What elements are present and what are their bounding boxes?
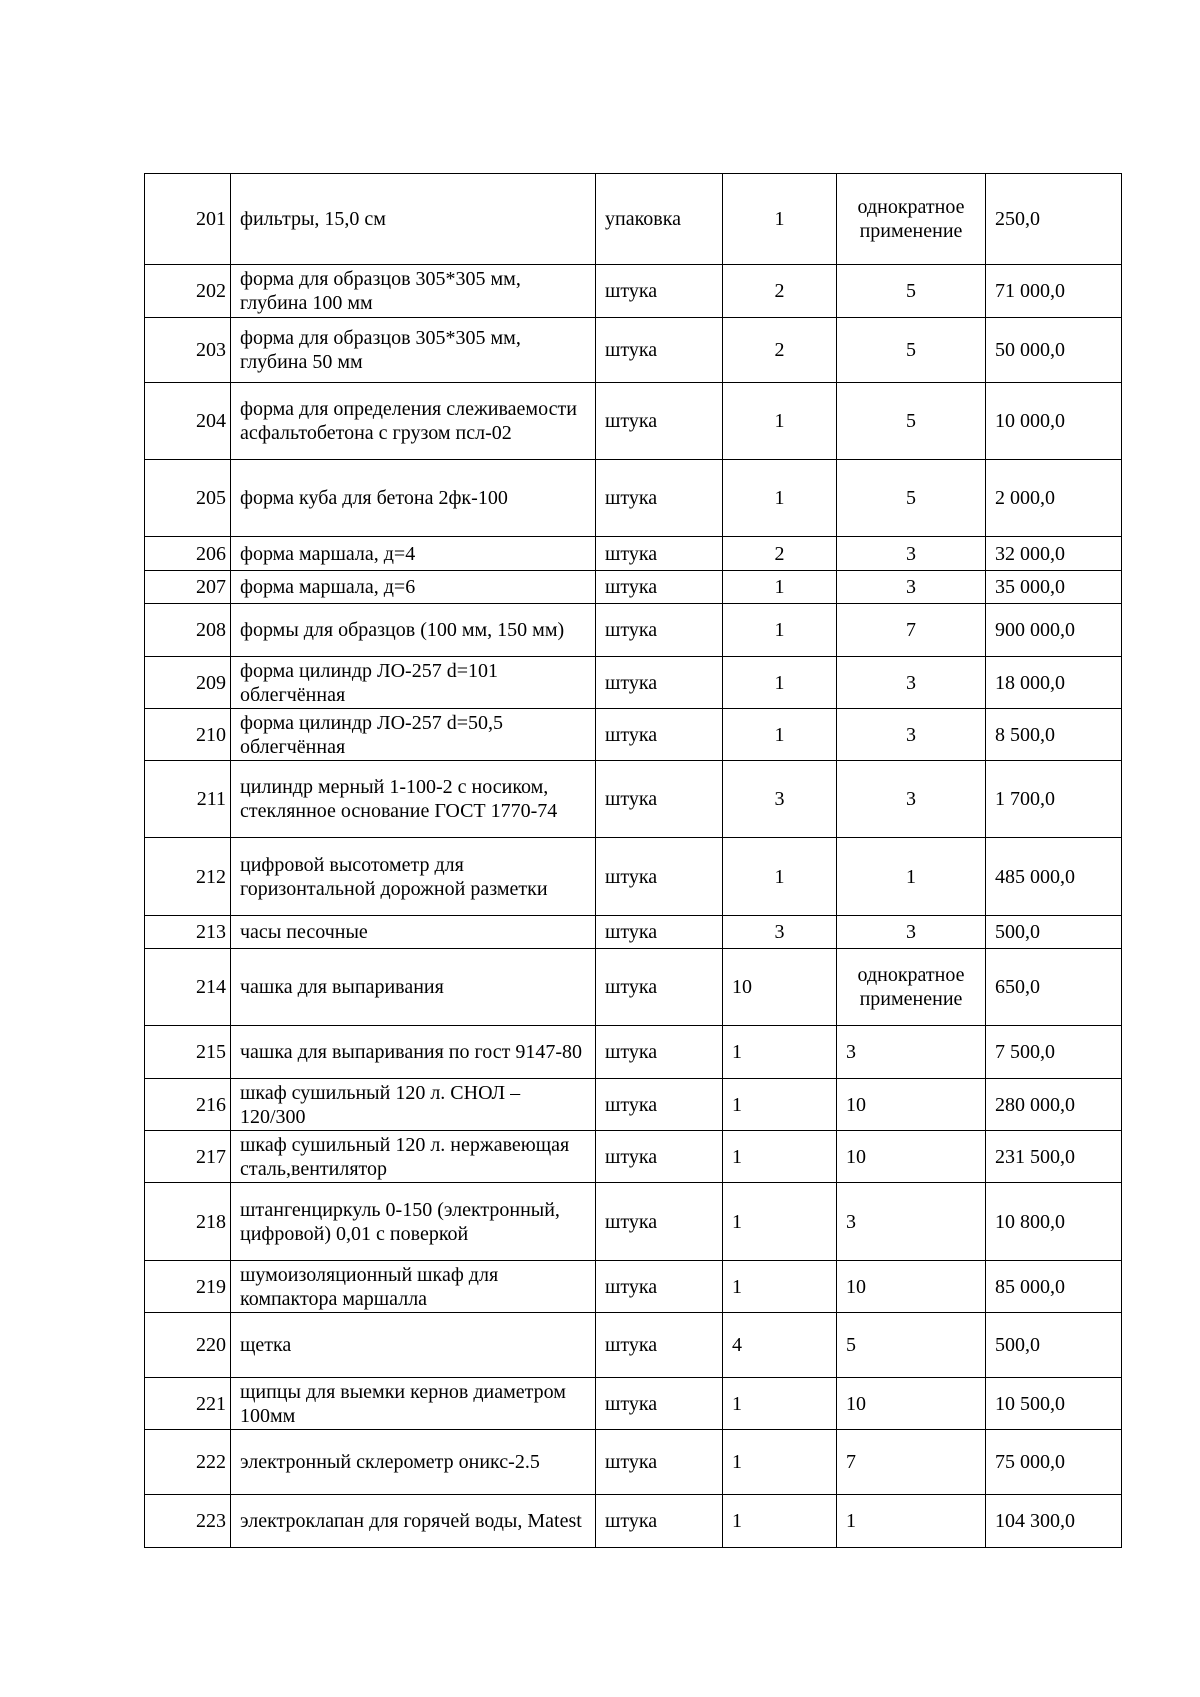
- row-number-cell: 214: [145, 949, 231, 1026]
- item-name-cell: штангенциркуль 0-150 (электронный, цифровой) 0,01 с поверкой: [231, 1183, 596, 1261]
- service-life-cell: 7: [837, 1430, 986, 1495]
- price-cell: 35 000,0: [986, 571, 1122, 604]
- quantity-cell: 1: [723, 657, 837, 709]
- row-number-cell: 206: [145, 537, 231, 571]
- quantity-cell: 1: [723, 174, 837, 265]
- price-cell: 10 500,0: [986, 1378, 1122, 1430]
- quantity-cell: 1: [723, 460, 837, 537]
- row-number-cell: 202: [145, 265, 231, 318]
- unit-of-measure-cell: штука: [596, 916, 723, 949]
- item-name-cell: шкаф сушильный 120 л. нержавеющая сталь,вентилятор: [231, 1131, 596, 1183]
- service-life-cell: 3: [837, 571, 986, 604]
- quantity-cell: 2: [723, 537, 837, 571]
- unit-of-measure-cell: упаковка: [596, 174, 723, 265]
- quantity-cell: 3: [723, 761, 837, 838]
- service-life-cell: однократное применение: [837, 174, 986, 265]
- row-number-cell: 210: [145, 709, 231, 761]
- unit-of-measure-cell: штука: [596, 1378, 723, 1430]
- equipment-table: [144, 173, 1122, 1548]
- price-cell: 7 500,0: [986, 1026, 1122, 1079]
- price-cell: 2 000,0: [986, 460, 1122, 537]
- price-cell: 8 500,0: [986, 709, 1122, 761]
- quantity-cell: 1: [723, 838, 837, 916]
- table-row: [145, 1183, 1122, 1261]
- item-name-cell: форма маршала, д=6: [231, 571, 596, 604]
- table-row: [145, 1261, 1122, 1313]
- price-cell: 650,0: [986, 949, 1122, 1026]
- quantity-cell: 1: [723, 1131, 837, 1183]
- item-name-cell: электроклапан для горячей воды, Matest: [231, 1495, 596, 1548]
- quantity-cell: 10: [723, 949, 837, 1026]
- item-name-cell: форма для определения слеживаемости асфальтобетона с грузом псл-02: [231, 383, 596, 460]
- table-row: [145, 1131, 1122, 1183]
- unit-of-measure-cell: штука: [596, 1079, 723, 1131]
- table-row: [145, 1079, 1122, 1131]
- unit-of-measure-cell: штука: [596, 1261, 723, 1313]
- unit-of-measure-cell: штука: [596, 318, 723, 383]
- table-row: [145, 657, 1122, 709]
- table-row: [145, 1430, 1122, 1495]
- service-life-cell: 5: [837, 383, 986, 460]
- price-cell: 18 000,0: [986, 657, 1122, 709]
- quantity-cell: 1: [723, 383, 837, 460]
- price-cell: 900 000,0: [986, 604, 1122, 657]
- table-row: [145, 318, 1122, 383]
- row-number-cell: 205: [145, 460, 231, 537]
- row-number-cell: 216: [145, 1079, 231, 1131]
- item-name-cell: чашка для выпаривания по гост 9147-80: [231, 1026, 596, 1079]
- price-cell: 75 000,0: [986, 1430, 1122, 1495]
- item-name-cell: цилиндр мерный 1-100-2 с носиком, стеклянное основание ГОСТ 1770-74: [231, 761, 596, 838]
- service-life-cell: 5: [837, 265, 986, 318]
- row-number-cell: 207: [145, 571, 231, 604]
- service-life-cell: 10: [837, 1079, 986, 1131]
- service-life-cell: 10: [837, 1261, 986, 1313]
- service-life-cell: 3: [837, 709, 986, 761]
- row-number-cell: 219: [145, 1261, 231, 1313]
- unit-of-measure-cell: штука: [596, 1183, 723, 1261]
- item-name-cell: форма маршала, д=4: [231, 537, 596, 571]
- table-row: [145, 174, 1122, 265]
- quantity-cell: 1: [723, 1183, 837, 1261]
- price-cell: 500,0: [986, 1313, 1122, 1378]
- row-number-cell: 220: [145, 1313, 231, 1378]
- unit-of-measure-cell: штука: [596, 838, 723, 916]
- item-name-cell: шкаф сушильный 120 л. СНОЛ – 120/300: [231, 1079, 596, 1131]
- service-life-cell: 5: [837, 1313, 986, 1378]
- quantity-cell: 1: [723, 1079, 837, 1131]
- service-life-cell: 3: [837, 657, 986, 709]
- row-number-cell: 209: [145, 657, 231, 709]
- service-life-cell: 3: [837, 916, 986, 949]
- price-cell: 500,0: [986, 916, 1122, 949]
- service-life-cell: 5: [837, 318, 986, 383]
- quantity-cell: 1: [723, 1026, 837, 1079]
- item-name-cell: форма для образцов 305*305 мм, глубина 50 мм: [231, 318, 596, 383]
- service-life-cell: 10: [837, 1131, 986, 1183]
- unit-of-measure-cell: штука: [596, 1495, 723, 1548]
- quantity-cell: 2: [723, 318, 837, 383]
- price-cell: 10 000,0: [986, 383, 1122, 460]
- item-name-cell: чашка для выпаривания: [231, 949, 596, 1026]
- price-cell: 10 800,0: [986, 1183, 1122, 1261]
- price-cell: 50 000,0: [986, 318, 1122, 383]
- quantity-cell: 1: [723, 1430, 837, 1495]
- quantity-cell: 2: [723, 265, 837, 318]
- price-cell: 250,0: [986, 174, 1122, 265]
- item-name-cell: электронный склерометр оникс-2.5: [231, 1430, 596, 1495]
- item-name-cell: часы песочные: [231, 916, 596, 949]
- service-life-cell: 1: [837, 1495, 986, 1548]
- table-row: [145, 709, 1122, 761]
- item-name-cell: шумоизоляционный шкаф для компактора маршалла: [231, 1261, 596, 1313]
- row-number-cell: 211: [145, 761, 231, 838]
- price-cell: 231 500,0: [986, 1131, 1122, 1183]
- table-row: [145, 265, 1122, 318]
- price-cell: 85 000,0: [986, 1261, 1122, 1313]
- unit-of-measure-cell: штука: [596, 657, 723, 709]
- row-number-cell: 217: [145, 1131, 231, 1183]
- equipment-table-page: [144, 173, 1121, 1548]
- unit-of-measure-cell: штука: [596, 537, 723, 571]
- unit-of-measure-cell: штука: [596, 460, 723, 537]
- item-name-cell: щетка: [231, 1313, 596, 1378]
- table-row: [145, 838, 1122, 916]
- service-life-cell: 3: [837, 1026, 986, 1079]
- table-row: [145, 571, 1122, 604]
- price-cell: 485 000,0: [986, 838, 1122, 916]
- equipment-table-body: [145, 174, 1122, 1548]
- quantity-cell: 1: [723, 709, 837, 761]
- unit-of-measure-cell: штука: [596, 761, 723, 838]
- price-cell: 32 000,0: [986, 537, 1122, 571]
- row-number-cell: 215: [145, 1026, 231, 1079]
- item-name-cell: цифровой высотометр для горизонтальной дорожной разметки: [231, 838, 596, 916]
- row-number-cell: 212: [145, 838, 231, 916]
- row-number-cell: 203: [145, 318, 231, 383]
- item-name-cell: фильтры, 15,0 см: [231, 174, 596, 265]
- service-life-cell: 1: [837, 838, 986, 916]
- row-number-cell: 201: [145, 174, 231, 265]
- row-number-cell: 223: [145, 1495, 231, 1548]
- table-row: [145, 604, 1122, 657]
- price-cell: 104 300,0: [986, 1495, 1122, 1548]
- quantity-cell: 1: [723, 1261, 837, 1313]
- table-row: [145, 1313, 1122, 1378]
- row-number-cell: 208: [145, 604, 231, 657]
- unit-of-measure-cell: штука: [596, 1313, 723, 1378]
- quantity-cell: 1: [723, 604, 837, 657]
- service-life-cell: однократное применение: [837, 949, 986, 1026]
- item-name-cell: форма для образцов 305*305 мм, глубина 100 мм: [231, 265, 596, 318]
- row-number-cell: 218: [145, 1183, 231, 1261]
- unit-of-measure-cell: штука: [596, 1131, 723, 1183]
- service-life-cell: 10: [837, 1378, 986, 1430]
- table-row: [145, 537, 1122, 571]
- service-life-cell: 3: [837, 1183, 986, 1261]
- quantity-cell: 1: [723, 1495, 837, 1548]
- quantity-cell: 3: [723, 916, 837, 949]
- item-name-cell: щипцы для выемки кернов диаметром 100мм: [231, 1378, 596, 1430]
- unit-of-measure-cell: штука: [596, 265, 723, 318]
- row-number-cell: 204: [145, 383, 231, 460]
- unit-of-measure-cell: штука: [596, 949, 723, 1026]
- row-number-cell: 222: [145, 1430, 231, 1495]
- price-cell: 1 700,0: [986, 761, 1122, 838]
- service-life-cell: 7: [837, 604, 986, 657]
- quantity-cell: 4: [723, 1313, 837, 1378]
- item-name-cell: форма цилиндр ЛО-257 d=50,5 облегчённая: [231, 709, 596, 761]
- price-cell: 280 000,0: [986, 1079, 1122, 1131]
- unit-of-measure-cell: штука: [596, 571, 723, 604]
- quantity-cell: 1: [723, 1378, 837, 1430]
- unit-of-measure-cell: штука: [596, 1430, 723, 1495]
- unit-of-measure-cell: штука: [596, 709, 723, 761]
- table-row: [145, 949, 1122, 1026]
- table-row: [145, 761, 1122, 838]
- table-row: [145, 1026, 1122, 1079]
- table-row: [145, 1495, 1122, 1548]
- service-life-cell: 3: [837, 761, 986, 838]
- unit-of-measure-cell: штука: [596, 1026, 723, 1079]
- table-row: [145, 1378, 1122, 1430]
- service-life-cell: 5: [837, 460, 986, 537]
- item-name-cell: форма куба для бетона 2фк-100: [231, 460, 596, 537]
- price-cell: 71 000,0: [986, 265, 1122, 318]
- row-number-cell: 221: [145, 1378, 231, 1430]
- unit-of-measure-cell: штука: [596, 383, 723, 460]
- row-number-cell: 213: [145, 916, 231, 949]
- table-row: [145, 383, 1122, 460]
- unit-of-measure-cell: штука: [596, 604, 723, 657]
- table-row: [145, 460, 1122, 537]
- table-row: [145, 916, 1122, 949]
- service-life-cell: 3: [837, 537, 986, 571]
- item-name-cell: формы для образцов (100 мм, 150 мм): [231, 604, 596, 657]
- quantity-cell: 1: [723, 571, 837, 604]
- item-name-cell: форма цилиндр ЛО-257 d=101 облегчённая: [231, 657, 596, 709]
